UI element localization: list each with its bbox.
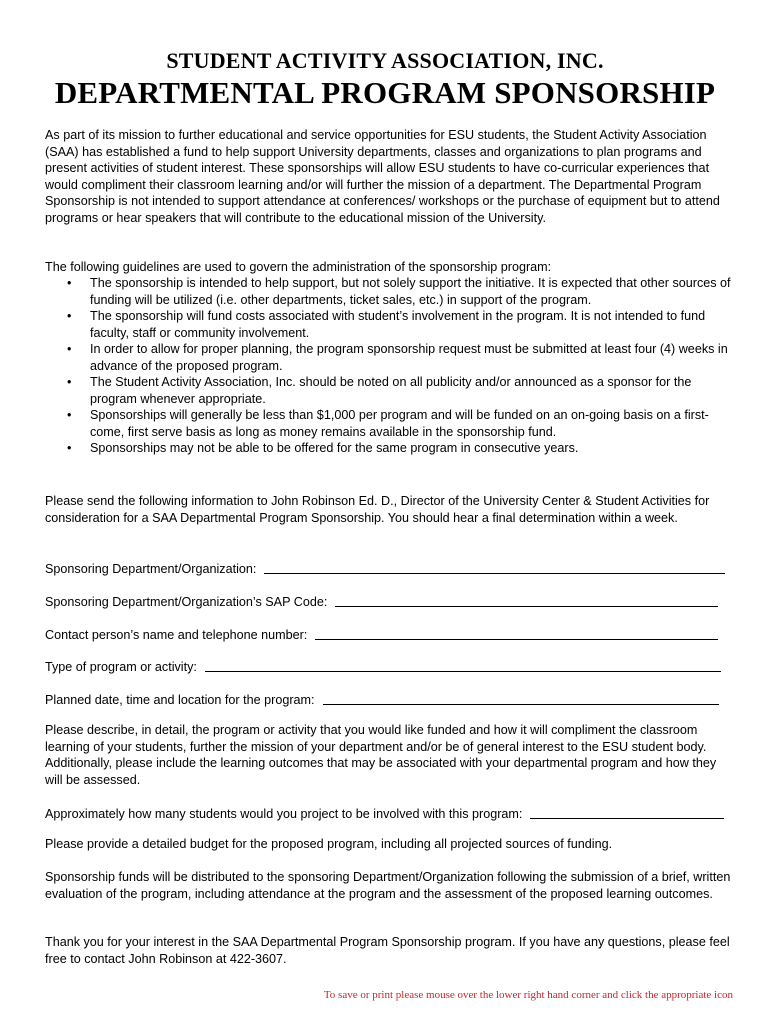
list-item bbox=[45, 374, 735, 407]
list-item bbox=[45, 275, 735, 308]
guideline-text: Sponsorships will generally be less than $1,000 per program and will be funded on an on-going basis on a first-come, first serve basis as long as money remains available in the sponsorship fund. bbox=[90, 408, 709, 439]
guidelines-list bbox=[45, 275, 735, 457]
planned-date-input[interactable] bbox=[323, 691, 719, 705]
field-label: Sponsoring Department/Organization: bbox=[45, 562, 257, 576]
budget-paragraph: Please provide a detailed budget for the proposed program, including all projected sources of funding. bbox=[45, 837, 613, 851]
sap-code-input[interactable] bbox=[335, 593, 718, 607]
guideline-text: In order to allow for proper planning, the program sponsorship request must be submitted at least four (4) weeks in advance of the proposed program. bbox=[90, 342, 728, 373]
program-type-field bbox=[45, 656, 721, 674]
thanks-paragraph: Thank you for your interest in the SAA Departmental Program Sponsorship program. If you have any questions, please feel free to contact John Robinson at 422-3607. bbox=[45, 935, 730, 966]
describe-paragraph: Please describe, in detail, the program or activity that you would like funded and how it will compliment the classroom learning of your students, further the mission of your department and/or be of general interest to the ESU student body. Additionally, please include the learning outcomes that may be associated with your departmental program and how they will be assessed. bbox=[45, 723, 717, 787]
sap-code-field bbox=[45, 591, 718, 609]
funds-paragraph: Sponsorship funds will be distributed to the sponsoring Department/Organization following the submission of a brief, written evaluation of the program, including attendance at the program and the assessment of the proposed learning outcomes. bbox=[45, 870, 731, 901]
guidelines-intro: The following guidelines are used to govern the administration of the sponsorship program: bbox=[45, 260, 552, 274]
planned-date-field bbox=[45, 689, 719, 707]
bullet-icon: • bbox=[67, 375, 72, 389]
sponsoring-department-input[interactable] bbox=[264, 560, 725, 574]
save-print-note: To save or print please mouse over the lower right hand corner and click the appropriate icon bbox=[323, 989, 733, 1001]
organization-title: STUDENT ACTIVITY ASSOCIATION, INC. bbox=[166, 48, 604, 73]
bullet-icon: • bbox=[67, 441, 72, 455]
guideline-text: The Student Activity Association, Inc. should be noted on all publicity and/or announced as a sponsor for the program whenever appropriate. bbox=[90, 375, 692, 406]
student-count-field bbox=[45, 803, 724, 821]
list-item bbox=[45, 341, 735, 374]
list-item bbox=[45, 440, 735, 457]
field-label: Sponsoring Department/Organization’s SAP Code: bbox=[45, 595, 328, 609]
guideline-text: Sponsorships may not be able to be offered for the same program in consecutive years. bbox=[90, 441, 579, 455]
bullet-icon: • bbox=[67, 309, 72, 323]
list-item bbox=[45, 407, 735, 440]
field-label: Approximately how many students would you project to be involved with this program: bbox=[45, 807, 523, 821]
send-info-paragraph: Please send the following information to John Robinson Ed. D., Director of the University Center & Student Activities for consideration for a SAA Departmental Program Sponsorship. You should hear a final determination within a week. bbox=[45, 494, 710, 525]
bullet-icon: • bbox=[67, 276, 72, 290]
student-count-input[interactable] bbox=[530, 805, 724, 819]
bullet-icon: • bbox=[67, 408, 72, 422]
field-label: Planned date, time and location for the program: bbox=[45, 693, 315, 707]
guideline-text: The sponsorship is intended to help support, but not solely support the initiative. It is expected that other sources of funding will be utilized (i.e. other departments, ticket sales, etc.) in support of the program. bbox=[90, 276, 731, 307]
document-title: DEPARTMENTAL PROGRAM SPONSORSHIP bbox=[54, 75, 716, 110]
program-type-input[interactable] bbox=[205, 658, 721, 672]
bullet-icon: • bbox=[67, 342, 72, 356]
contact-person-field bbox=[45, 624, 718, 642]
guideline-text: The sponsorship will fund costs associated with student’s involvement in the program. It is not intended to fund faculty, staff or community involvement. bbox=[90, 309, 706, 340]
list-item bbox=[45, 308, 735, 341]
contact-person-input[interactable] bbox=[315, 626, 718, 640]
intro-paragraph: As part of its mission to further educational and service opportunities for ESU students, the Student Activity Association (SAA) has established a fund to help support University departments, classes and organizations to plan programs and present activities of student interest. These sponsorships will allow ESU students to have co-curricular experiences that would compliment their classroom learning and/or will further the mission of a department. The Departmental Program Sponsorship is not intended to support attendance at conferences/ workshops or the purchase of equipment but to attend programs or hear speakers that will contribute to the educational mission of the University. bbox=[45, 128, 720, 225]
field-label: Type of program or activity: bbox=[45, 660, 197, 674]
field-label: Contact person’s name and telephone number: bbox=[45, 628, 308, 642]
sponsoring-department-field bbox=[45, 558, 725, 576]
